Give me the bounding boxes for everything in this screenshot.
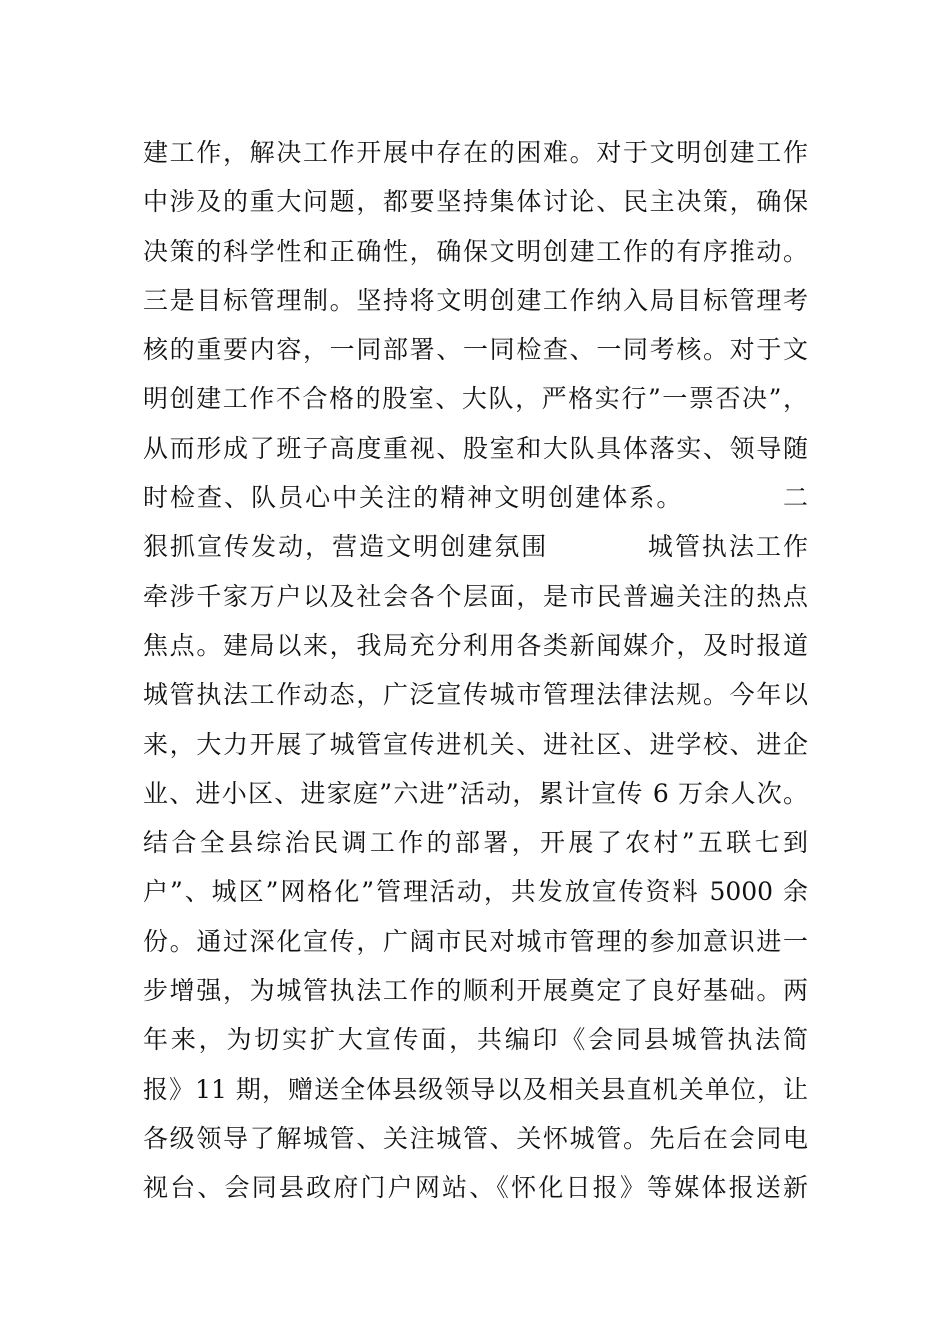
text-line-15: 结合全县综治民调工作的部署，开展了农村”五联七到 (143, 828, 808, 858)
text-line-13: 来，大力开展了城管宣传进机关、进社区、进学校、进企 (143, 729, 808, 759)
text-line-9: 狠抓宣传发动，营造文明创建氛围 城管执法工作 (143, 532, 808, 562)
text-line-5: 核的重要内容，一同部署、一同检查、一同考核。对于文 (143, 335, 808, 365)
text-line-8: 时检查、队员心中关注的精神文明创建体系。 二 (143, 483, 808, 513)
text-line-4: 三是目标管理制。坚持将文明创建工作纳入局目标管理考 (143, 285, 808, 315)
text-line-16: 户”、城区”网格化”管理活动，共发放宣传资料 5000 余 (143, 877, 808, 907)
text-line-3: 决策的科学性和正确性，确保文明创建工作的有序推动。 (143, 236, 808, 266)
body-text (143, 128, 808, 1213)
text-line-2: 中涉及的重大问题，都要坚持集体讨论、民主决策，确保 (143, 187, 808, 217)
text-line-11: 焦点。建局以来，我局充分利用各类新闻媒介，及时报道 (143, 630, 808, 660)
text-line-22: 视台、会同县政府门户网站、《怀化日报》等媒体报送新 (143, 1173, 808, 1203)
text-line-1: 建工作，解决工作开展中存在的困难。对于文明创建工作 (143, 138, 808, 167)
text-line-12: 城管执法工作动态，广泛宣传城市管理法律法规。今年以 (143, 680, 808, 710)
text-line-14: 业、进小区、进家庭”六进”活动，累计宣传 6 万余人次。 (143, 778, 808, 808)
text-line-7: 从而形成了班子高度重视、股室和大队具体落实、领导随 (143, 433, 808, 463)
text-line-19: 年来，为切实扩大宣传面，共编印《会同县城管执法简 (143, 1025, 808, 1055)
text-line-21: 各级领导了解城管、关注城管、关怀城管。先后在会同电 (143, 1123, 808, 1153)
text-line-10: 牵涉千家万户以及社会各个层面，是市民普遍关注的热点 (143, 581, 808, 611)
text-line-17: 份。通过深化宣传，广阔市民对城市管理的参加意识进一 (143, 926, 808, 956)
text-line-20: 报》11 期，赠送全体县级领导以及相关县直机关单位，让 (143, 1074, 808, 1104)
text-line-6: 明创建工作不合格的股室、大队，严格实行”一票否决”， (143, 384, 808, 414)
text-line-18: 步增强，为城管执法工作的顺利开展奠定了良好基础。两 (143, 976, 808, 1006)
